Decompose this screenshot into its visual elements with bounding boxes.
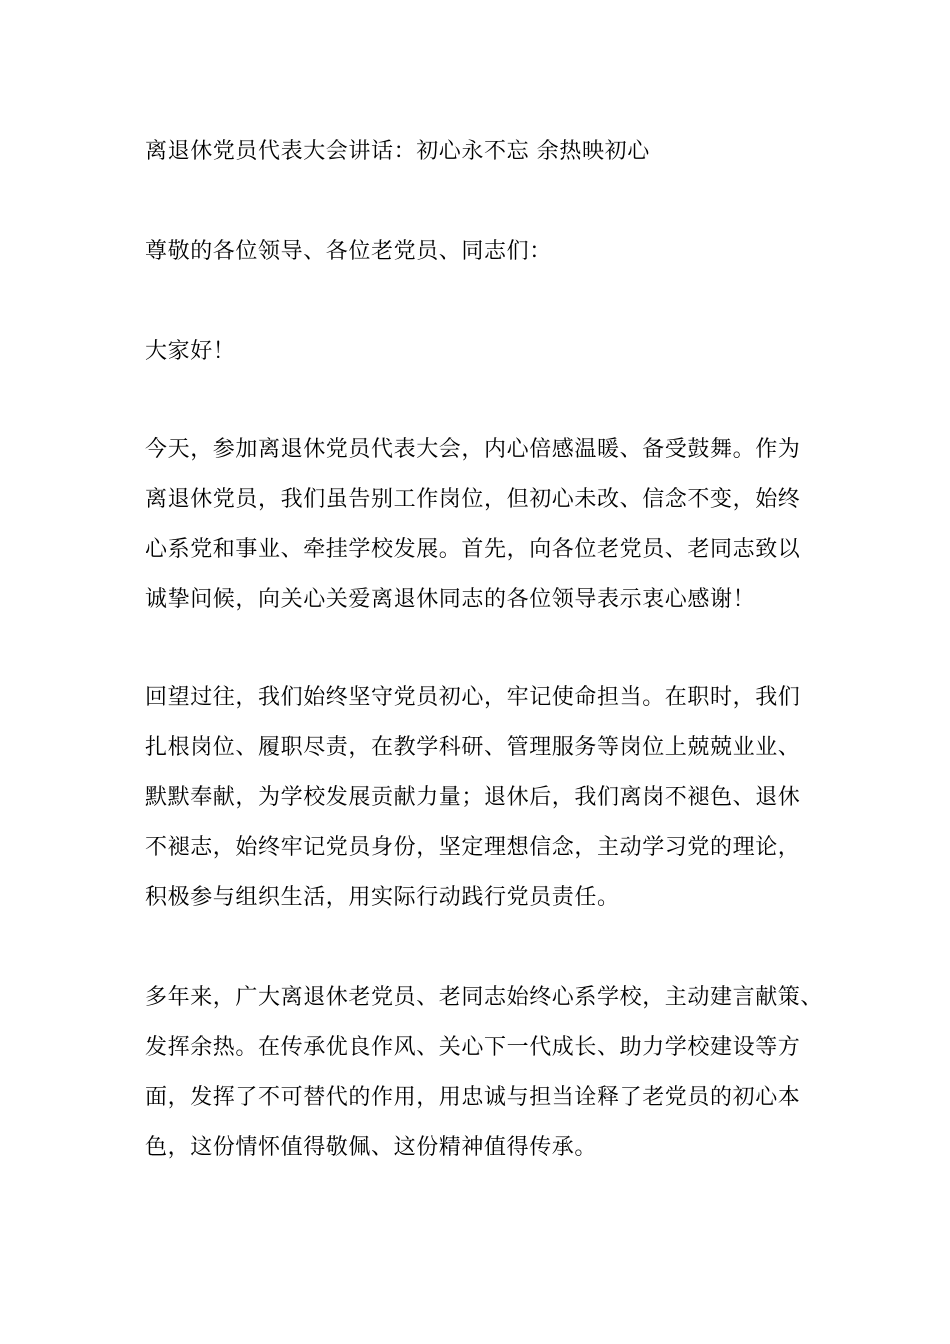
salutation: 尊敬的各位领导、各位老党员、同志们： (145, 239, 552, 264)
greeting: 大家好！ (145, 339, 236, 364)
paragraph-line: 面，发挥了不可替代的作用，用忠诚与担当诠释了老党员的初心本 (145, 1085, 801, 1110)
paragraph-line: 今天，参加离退休党员代表大会，内心倍感温暖、备受鼓舞。作为 (145, 437, 801, 462)
paragraph-line: 多年来，广大离退休老党员、老同志始终心系学校，主动建言献策、 (145, 985, 824, 1010)
paragraph-line: 回望过往，我们始终坚守党员初心，牢记使命担当。在职时，我们 (145, 685, 801, 710)
paragraph-line: 默默奉献，为学校发展贡献力量；退休后，我们离岗不褪色、退休 (145, 785, 801, 810)
paragraph-line: 诚挚问候，向关心关爱离退休同志的各位领导表示衷心感谢！ (145, 587, 756, 612)
paragraph-line: 色，这份情怀值得敬佩、这份精神值得传承。 (145, 1135, 598, 1160)
document-title: 离退休党员代表大会讲话：初心永不忘 余热映初心 (145, 139, 650, 164)
paragraph-line: 发挥余热。在传承优良作风、关心下一代成长、助力学校建设等方 (145, 1035, 801, 1060)
paragraph-line: 心系党和事业、牵挂学校发展。首先，向各位老党员、老同志致以 (145, 537, 801, 562)
paragraph-line: 离退休党员，我们虽告别工作岗位，但初心未改、信念不变，始终 (145, 487, 801, 512)
paragraph-line: 不褪志，始终牢记党员身份，坚定理想信念，主动学习党的理论， (145, 835, 801, 860)
paragraph-line: 积极参与组织生活，用实际行动践行党员责任。 (145, 885, 620, 910)
paragraph-line: 扎根岗位、履职尽责，在教学科研、管理服务等岗位上兢兢业业、 (145, 735, 801, 760)
